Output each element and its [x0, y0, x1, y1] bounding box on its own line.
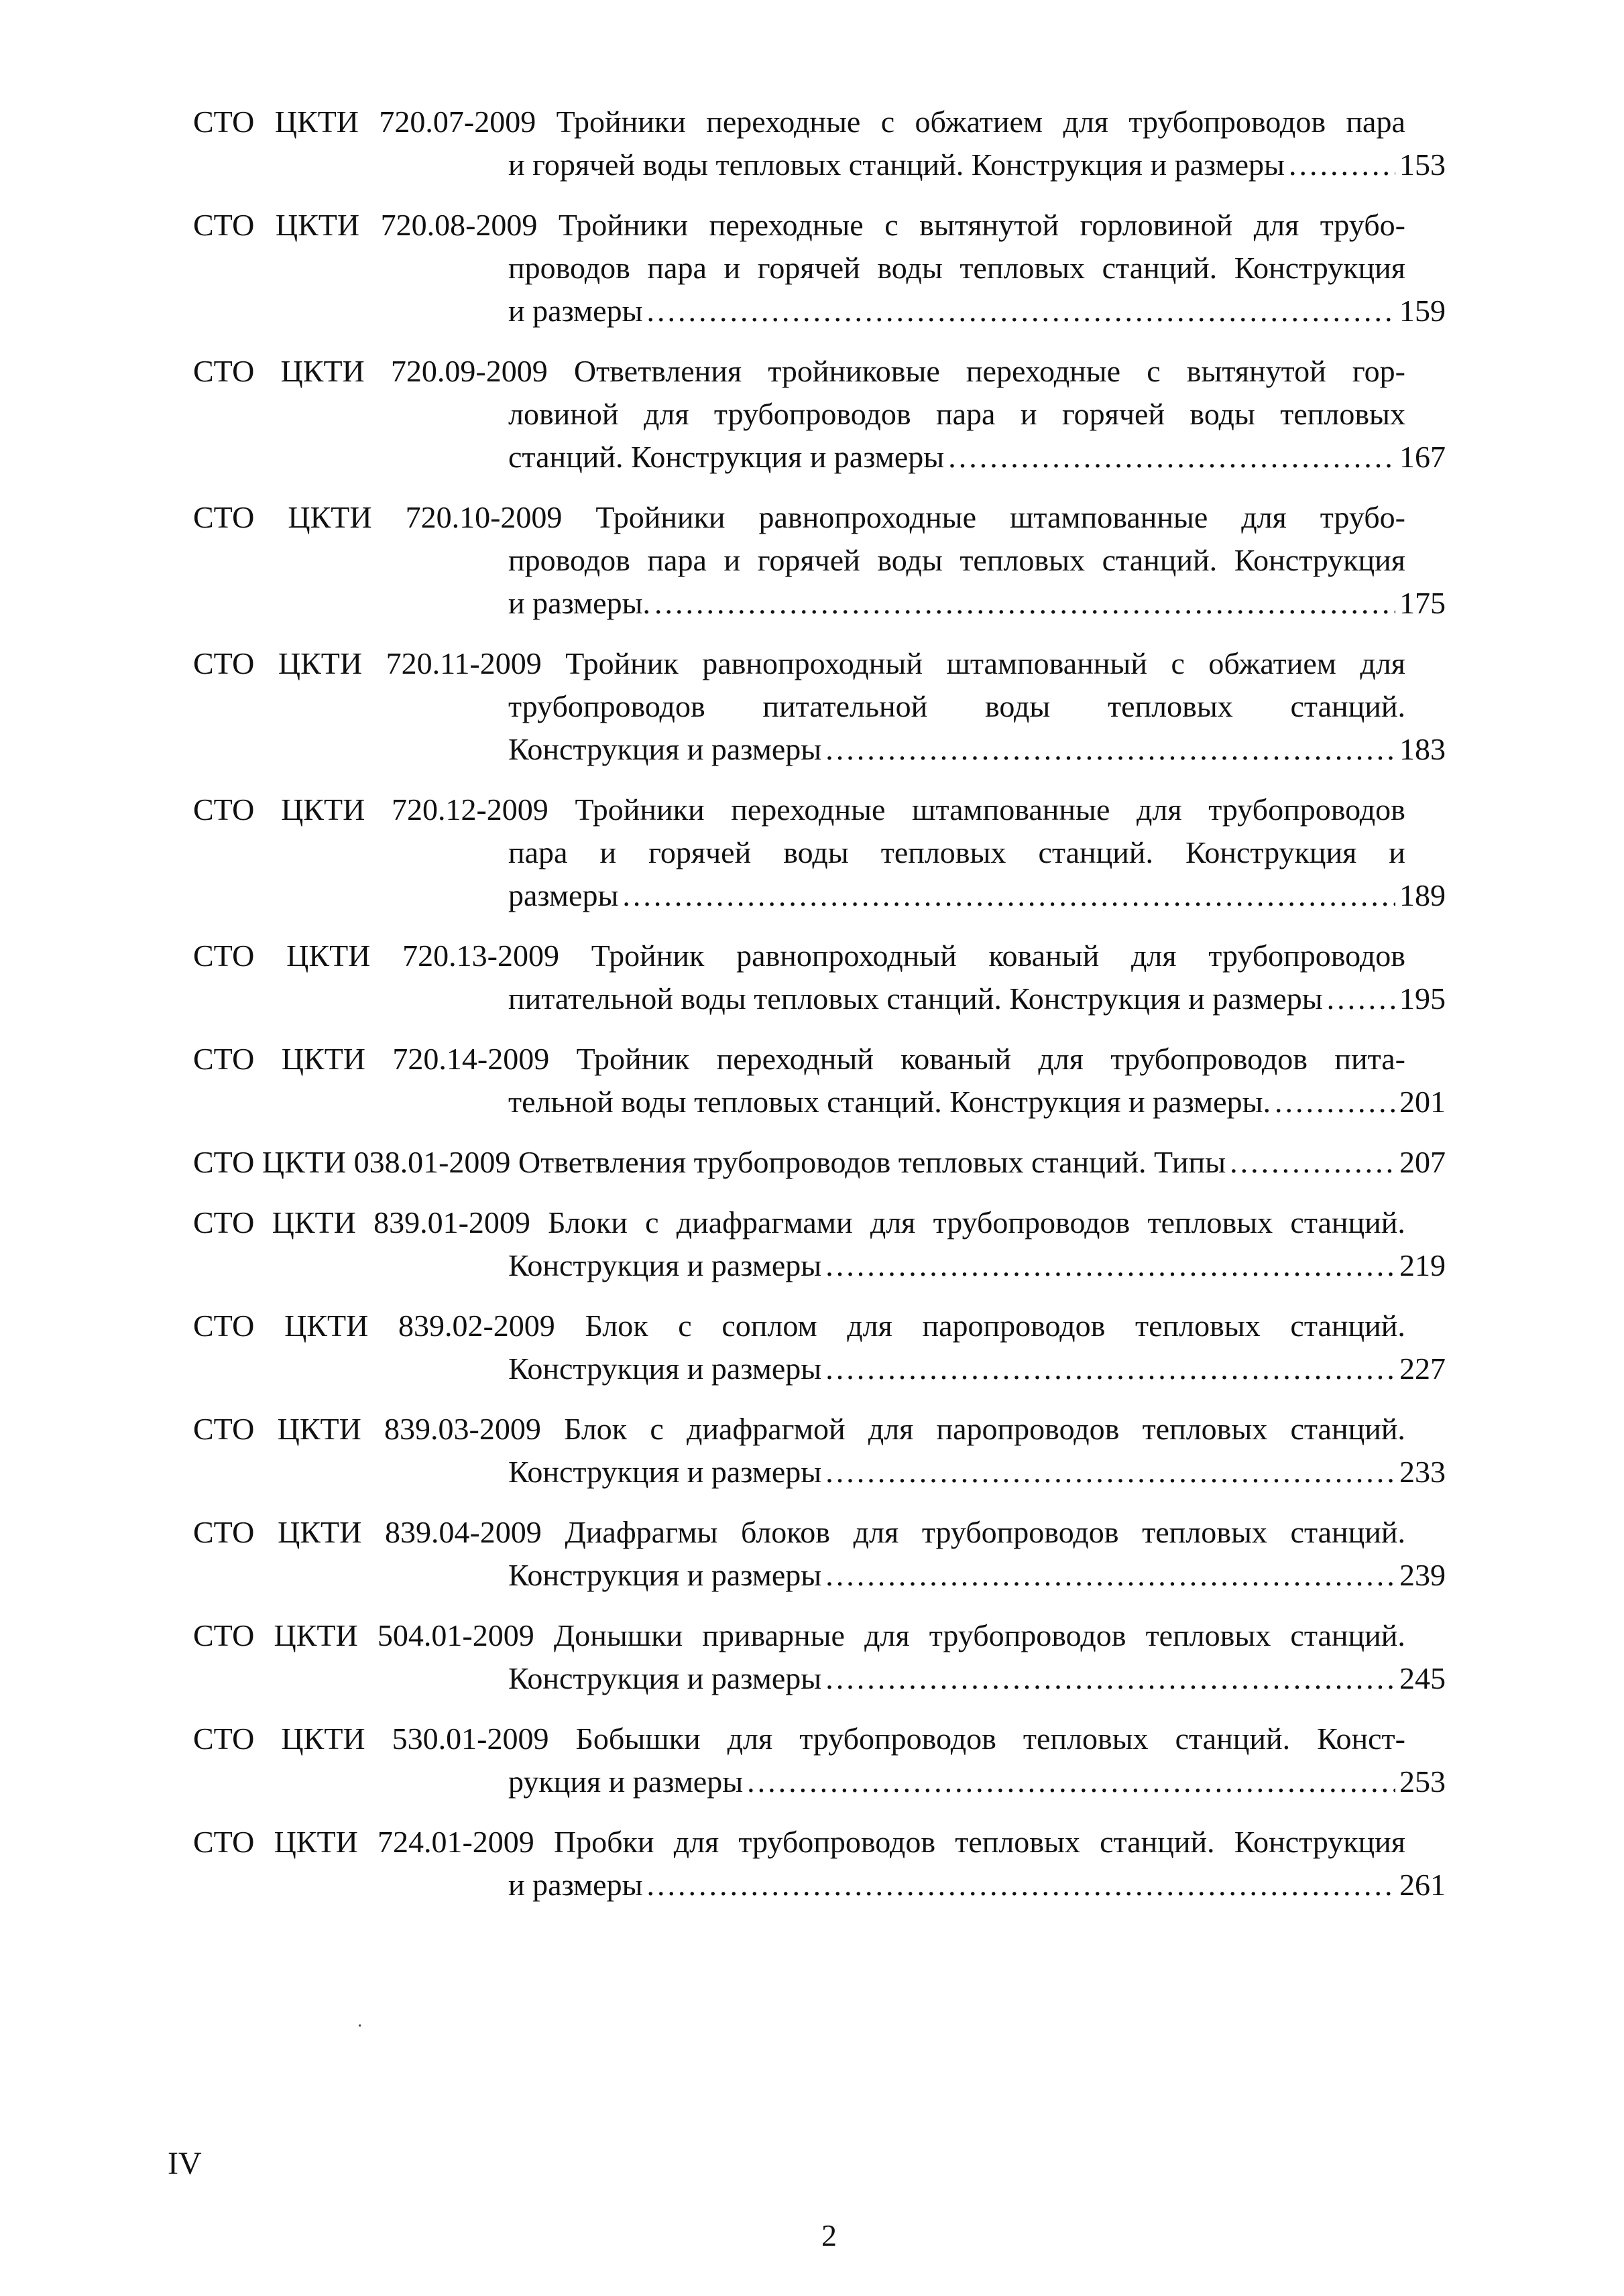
toc-entry-text: СТО ЦКТИ 038.01-2009 Ответвления трубопроводов тепловых станций. Типы [193, 1145, 1226, 1179]
toc-page-number: 159 [1399, 294, 1446, 328]
dot-leader [825, 1451, 1395, 1494]
dot-leader [747, 1760, 1395, 1803]
toc-entry [193, 788, 1446, 917]
toc-entry-line [193, 1554, 1446, 1597]
toc-entry-text: станций. Конструкция и размеры [508, 440, 945, 474]
toc-entry [193, 496, 1446, 625]
toc-page-number: 153 [1399, 147, 1446, 182]
roman-page-number: IV [168, 2146, 202, 2181]
dot-leader [647, 1864, 1396, 1907]
toc-page-number: 175 [1399, 586, 1446, 620]
toc-entry-text: и размеры. [508, 586, 650, 620]
toc-entry-text: и размеры [508, 1868, 643, 1902]
toc-entry-line: СТО ЦКТИ 720.09-2009 Ответвления тройниковые переходные с вытянутой гор- [193, 354, 1405, 388]
toc-entry [193, 1821, 1446, 1907]
toc-entry [193, 934, 1446, 1020]
table-of-contents [193, 101, 1446, 1924]
toc-entry [193, 1141, 1446, 1184]
toc-entry [193, 101, 1446, 186]
dot-leader [622, 874, 1395, 917]
toc-entry-line: СТО ЦКТИ 839.02-2009 Блок с соплом для паропроводов тепловых станций. [193, 1309, 1405, 1343]
toc-page-number: 183 [1399, 732, 1446, 766]
toc-entry-line: СТО ЦКТИ 720.13-2009 Тройник равнопроходный кованый для трубопроводов [193, 939, 1405, 973]
toc-entry-line [193, 874, 1446, 917]
toc-page-number: 219 [1399, 1248, 1446, 1282]
scan-speck [359, 2025, 361, 2027]
toc-entry-text: Конструкция и размеры [508, 1351, 822, 1386]
toc-entry-text: и размеры [508, 294, 643, 328]
toc-entry-line [193, 143, 1446, 186]
toc-entry-line [193, 1760, 1446, 1803]
toc-entry-line: СТО ЦКТИ 839.03-2009 Блок с диафрагмой для паропроводов тепловых станций. [193, 1412, 1405, 1446]
toc-entry-line: СТО ЦКТИ 720.12-2009 Тройники переходные штампованные для трубопроводов [193, 792, 1405, 827]
toc-entry [193, 350, 1446, 479]
toc-entry-line [193, 1081, 1446, 1124]
toc-entry-line: СТО ЦКТИ 720.08-2009 Тройники переходные с вытянутой горловиной для трубо- [193, 208, 1405, 242]
toc-entry-line: трубопроводов питательной воды тепловых станций. [508, 689, 1405, 723]
toc-page-number: 261 [1399, 1868, 1446, 1902]
toc-entry-line: СТО ЦКТИ 839.01-2009 Блоки с диафрагмами для трубопроводов тепловых станций. [193, 1205, 1405, 1240]
dot-leader [825, 728, 1395, 771]
toc-entry-line [193, 1347, 1446, 1390]
toc-entry-text: размеры [508, 878, 619, 912]
dot-leader [1327, 977, 1395, 1020]
toc-entry [193, 204, 1446, 333]
toc-page-number: 239 [1399, 1558, 1446, 1592]
toc-entry-text: Конструкция и размеры [508, 1248, 822, 1282]
toc-entry [193, 1717, 1446, 1803]
toc-entry-line [193, 1864, 1446, 1907]
toc-page-number: 245 [1399, 1661, 1446, 1695]
toc-entry [193, 1614, 1446, 1700]
toc-entry-line: СТО ЦКТИ 839.04-2009 Диафрагмы блоков для трубопроводов тепловых станций. [193, 1515, 1405, 1549]
dot-leader [825, 1554, 1395, 1597]
toc-entry-line: пара и горячей воды тепловых станций. Конструкция и [508, 835, 1405, 869]
toc-entry [193, 1408, 1446, 1494]
toc-entry-line [193, 582, 1446, 625]
toc-entry-text: Конструкция и размеры [508, 1558, 822, 1592]
toc-entry-text: Конструкция и размеры [508, 1661, 822, 1695]
toc-entry-text: Конструкция и размеры [508, 1455, 822, 1489]
toc-entry-line [193, 436, 1446, 479]
toc-entry-line: СТО ЦКТИ 720.07-2009 Тройники переходные с обжатием для трубопроводов пара [193, 105, 1405, 139]
toc-entry-line: СТО ЦКТИ 504.01-2009 Донышки приварные для трубопроводов тепловых станций. [193, 1618, 1405, 1652]
dot-leader [948, 436, 1395, 479]
toc-entry-line: СТО ЦКТИ 720.10-2009 Тройники равнопроходные штампованные для трубо- [193, 500, 1405, 534]
toc-entry [193, 1305, 1446, 1390]
toc-entry-line: СТО ЦКТИ 720.14-2009 Тройник переходный кованый для трубопроводов пита- [193, 1042, 1405, 1076]
page-number: 2 [821, 2218, 837, 2252]
dot-leader [825, 1244, 1395, 1287]
toc-entry-line: СТО ЦКТИ 724.01-2009 Пробки для трубопроводов тепловых станций. Конструкция [193, 1825, 1405, 1859]
toc-page-number: 253 [1399, 1764, 1446, 1799]
toc-entry-line: проводов пара и горячей воды тепловых станций. Конструкция [508, 251, 1405, 285]
toc-entry-line: проводов пара и горячей воды тепловых станций. Конструкция [508, 543, 1405, 577]
toc-page-number: 201 [1399, 1085, 1446, 1119]
toc-entry-text: Конструкция и размеры [508, 732, 822, 766]
toc-page-number: 227 [1399, 1351, 1446, 1386]
dot-leader [1289, 143, 1395, 186]
toc-entry-line [193, 728, 1446, 771]
toc-page-number: 207 [1399, 1145, 1446, 1179]
dot-leader [825, 1657, 1395, 1700]
toc-page-number: 233 [1399, 1455, 1446, 1489]
toc-entry-line [193, 1141, 1446, 1184]
toc-entry-text: и горячей воды тепловых станций. Конструкция и размеры [508, 147, 1285, 182]
dot-leader [1230, 1141, 1395, 1184]
dot-leader [1275, 1081, 1395, 1124]
toc-entry [193, 642, 1446, 771]
toc-page-number: 189 [1399, 878, 1446, 912]
toc-page-number: 195 [1399, 981, 1446, 1016]
toc-entry-text: тельной воды тепловых станций. Конструкция и размеры. [508, 1085, 1271, 1119]
toc-entry-line: СТО ЦКТИ 530.01-2009 Бобышки для трубопроводов тепловых станций. Конст- [193, 1721, 1405, 1756]
toc-entry-line [193, 1244, 1446, 1287]
toc-entry-text: рукция и размеры [508, 1764, 744, 1799]
toc-entry-line [193, 1451, 1446, 1494]
toc-entry-text: питательной воды тепловых станций. Конструкция и размеры [508, 981, 1323, 1016]
dot-leader [654, 582, 1395, 625]
toc-entry [193, 1038, 1446, 1124]
toc-entry [193, 1511, 1446, 1597]
toc-entry-line: ловиной для трубопроводов пара и горячей воды тепловых [508, 397, 1405, 431]
toc-entry-line: СТО ЦКТИ 720.11-2009 Тройник равнопроходный штампованный с обжатием для [193, 646, 1405, 680]
dot-leader [825, 1347, 1395, 1390]
toc-entry-line [193, 977, 1446, 1020]
dot-leader [647, 290, 1396, 333]
toc-entry-line [193, 290, 1446, 333]
toc-page-number: 167 [1399, 440, 1446, 474]
toc-entry [193, 1201, 1446, 1287]
toc-entry-line [193, 1657, 1446, 1700]
